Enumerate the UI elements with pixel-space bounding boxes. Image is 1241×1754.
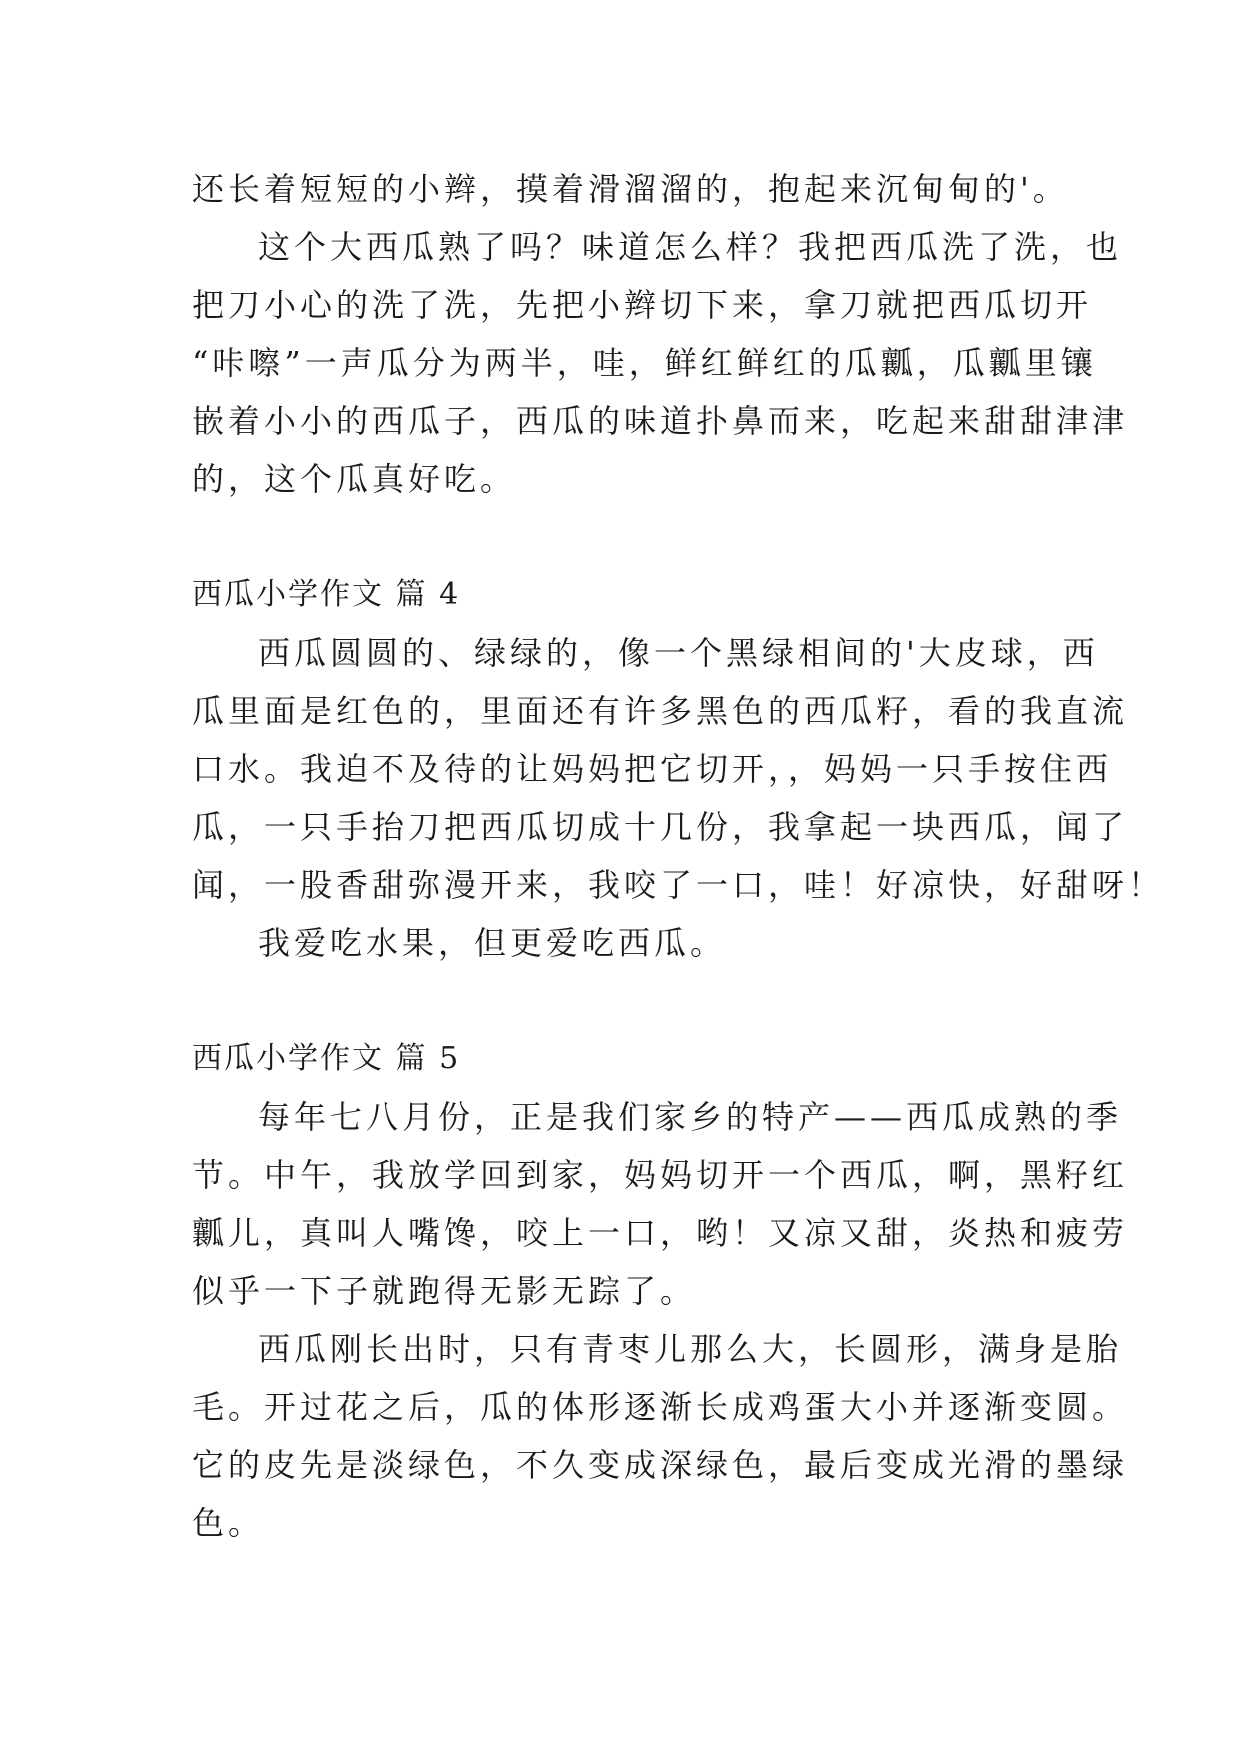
paragraph-line: 我爱吃水果，但更爱吃西瓜。 bbox=[258, 924, 727, 962]
paragraph-line: “咔嚓”一声瓜分为两半，哇，鲜红鲜红的瓜瓤，瓜瓤里镶 bbox=[192, 344, 1097, 382]
section-gap bbox=[192, 508, 1072, 566]
section-gap bbox=[192, 972, 1072, 1030]
paragraph-line: 每年七八月份，正是我们家乡的特产——西瓜成熟的季 bbox=[258, 1098, 1123, 1136]
document-page bbox=[192, 160, 1165, 1552]
paragraph-line: 瓜，一只手抬刀把西瓜切成十几份，我拿起一块西瓜，闻了 bbox=[192, 808, 1129, 846]
paragraph-line: 西瓜刚长出时，只有青枣儿那么大，长圆形，满身是胎 bbox=[258, 1330, 1123, 1368]
section-heading: 西瓜小学作文 篇 4 bbox=[192, 577, 461, 612]
paragraph-line: 把刀小心的洗了洗，先把小辫切下来，拿刀就把西瓜切开 bbox=[192, 286, 1093, 324]
paragraph-line: 闻，一股香甜弥漫开来，我咬了一口，哇！好凉快，好甜呀！ bbox=[192, 866, 1165, 904]
paragraph-line: 嵌着小小的西瓜子，西瓜的味道扑鼻而来，吃起来甜甜津津 bbox=[192, 402, 1129, 440]
paragraph-line: 似乎一下子就跑得无影无踪了。 bbox=[192, 1272, 697, 1310]
paragraph-line: 这个大西瓜熟了吗？味道怎么样？我把西瓜洗了洗，也 bbox=[258, 228, 1123, 266]
paragraph-line: 的，这个瓜真好吃。 bbox=[192, 460, 517, 498]
section-heading: 西瓜小学作文 篇 5 bbox=[192, 1041, 461, 1076]
paragraph-line: 色。 bbox=[192, 1504, 265, 1542]
section-essay-5 bbox=[192, 1030, 1129, 1552]
paragraph-line: 瓤儿，真叫人嘴馋，咬上一口，哟！又凉又甜，炎热和疲劳 bbox=[192, 1214, 1129, 1252]
paragraph-line: 口水。我迫不及待的让妈妈把它切开，，妈妈一只手按住西 bbox=[192, 750, 1113, 788]
paragraph-line: 瓜里面是红色的，里面还有许多黑色的西瓜籽，看的我直流 bbox=[192, 692, 1129, 730]
section-essay-4 bbox=[192, 566, 1165, 972]
paragraph-line: 西瓜圆圆的、绿绿的，像一个黑绿相间的'大皮球，西 bbox=[258, 634, 1099, 672]
paragraph-line: 节。中午，我放学回到家，妈妈切开一个西瓜，啊，黑籽红 bbox=[192, 1156, 1129, 1194]
paragraph-line: 它的皮先是淡绿色，不久变成深绿色，最后变成光滑的墨绿 bbox=[192, 1446, 1129, 1484]
section-continuation bbox=[192, 160, 1129, 508]
paragraph-line: 还长着短短的小辫，摸着滑溜溜的，抱起来沉甸甸的'。 bbox=[192, 170, 1069, 208]
paragraph-line: 毛。开过花之后，瓜的体形逐渐长成鸡蛋大小并逐渐变圆。 bbox=[192, 1388, 1129, 1426]
